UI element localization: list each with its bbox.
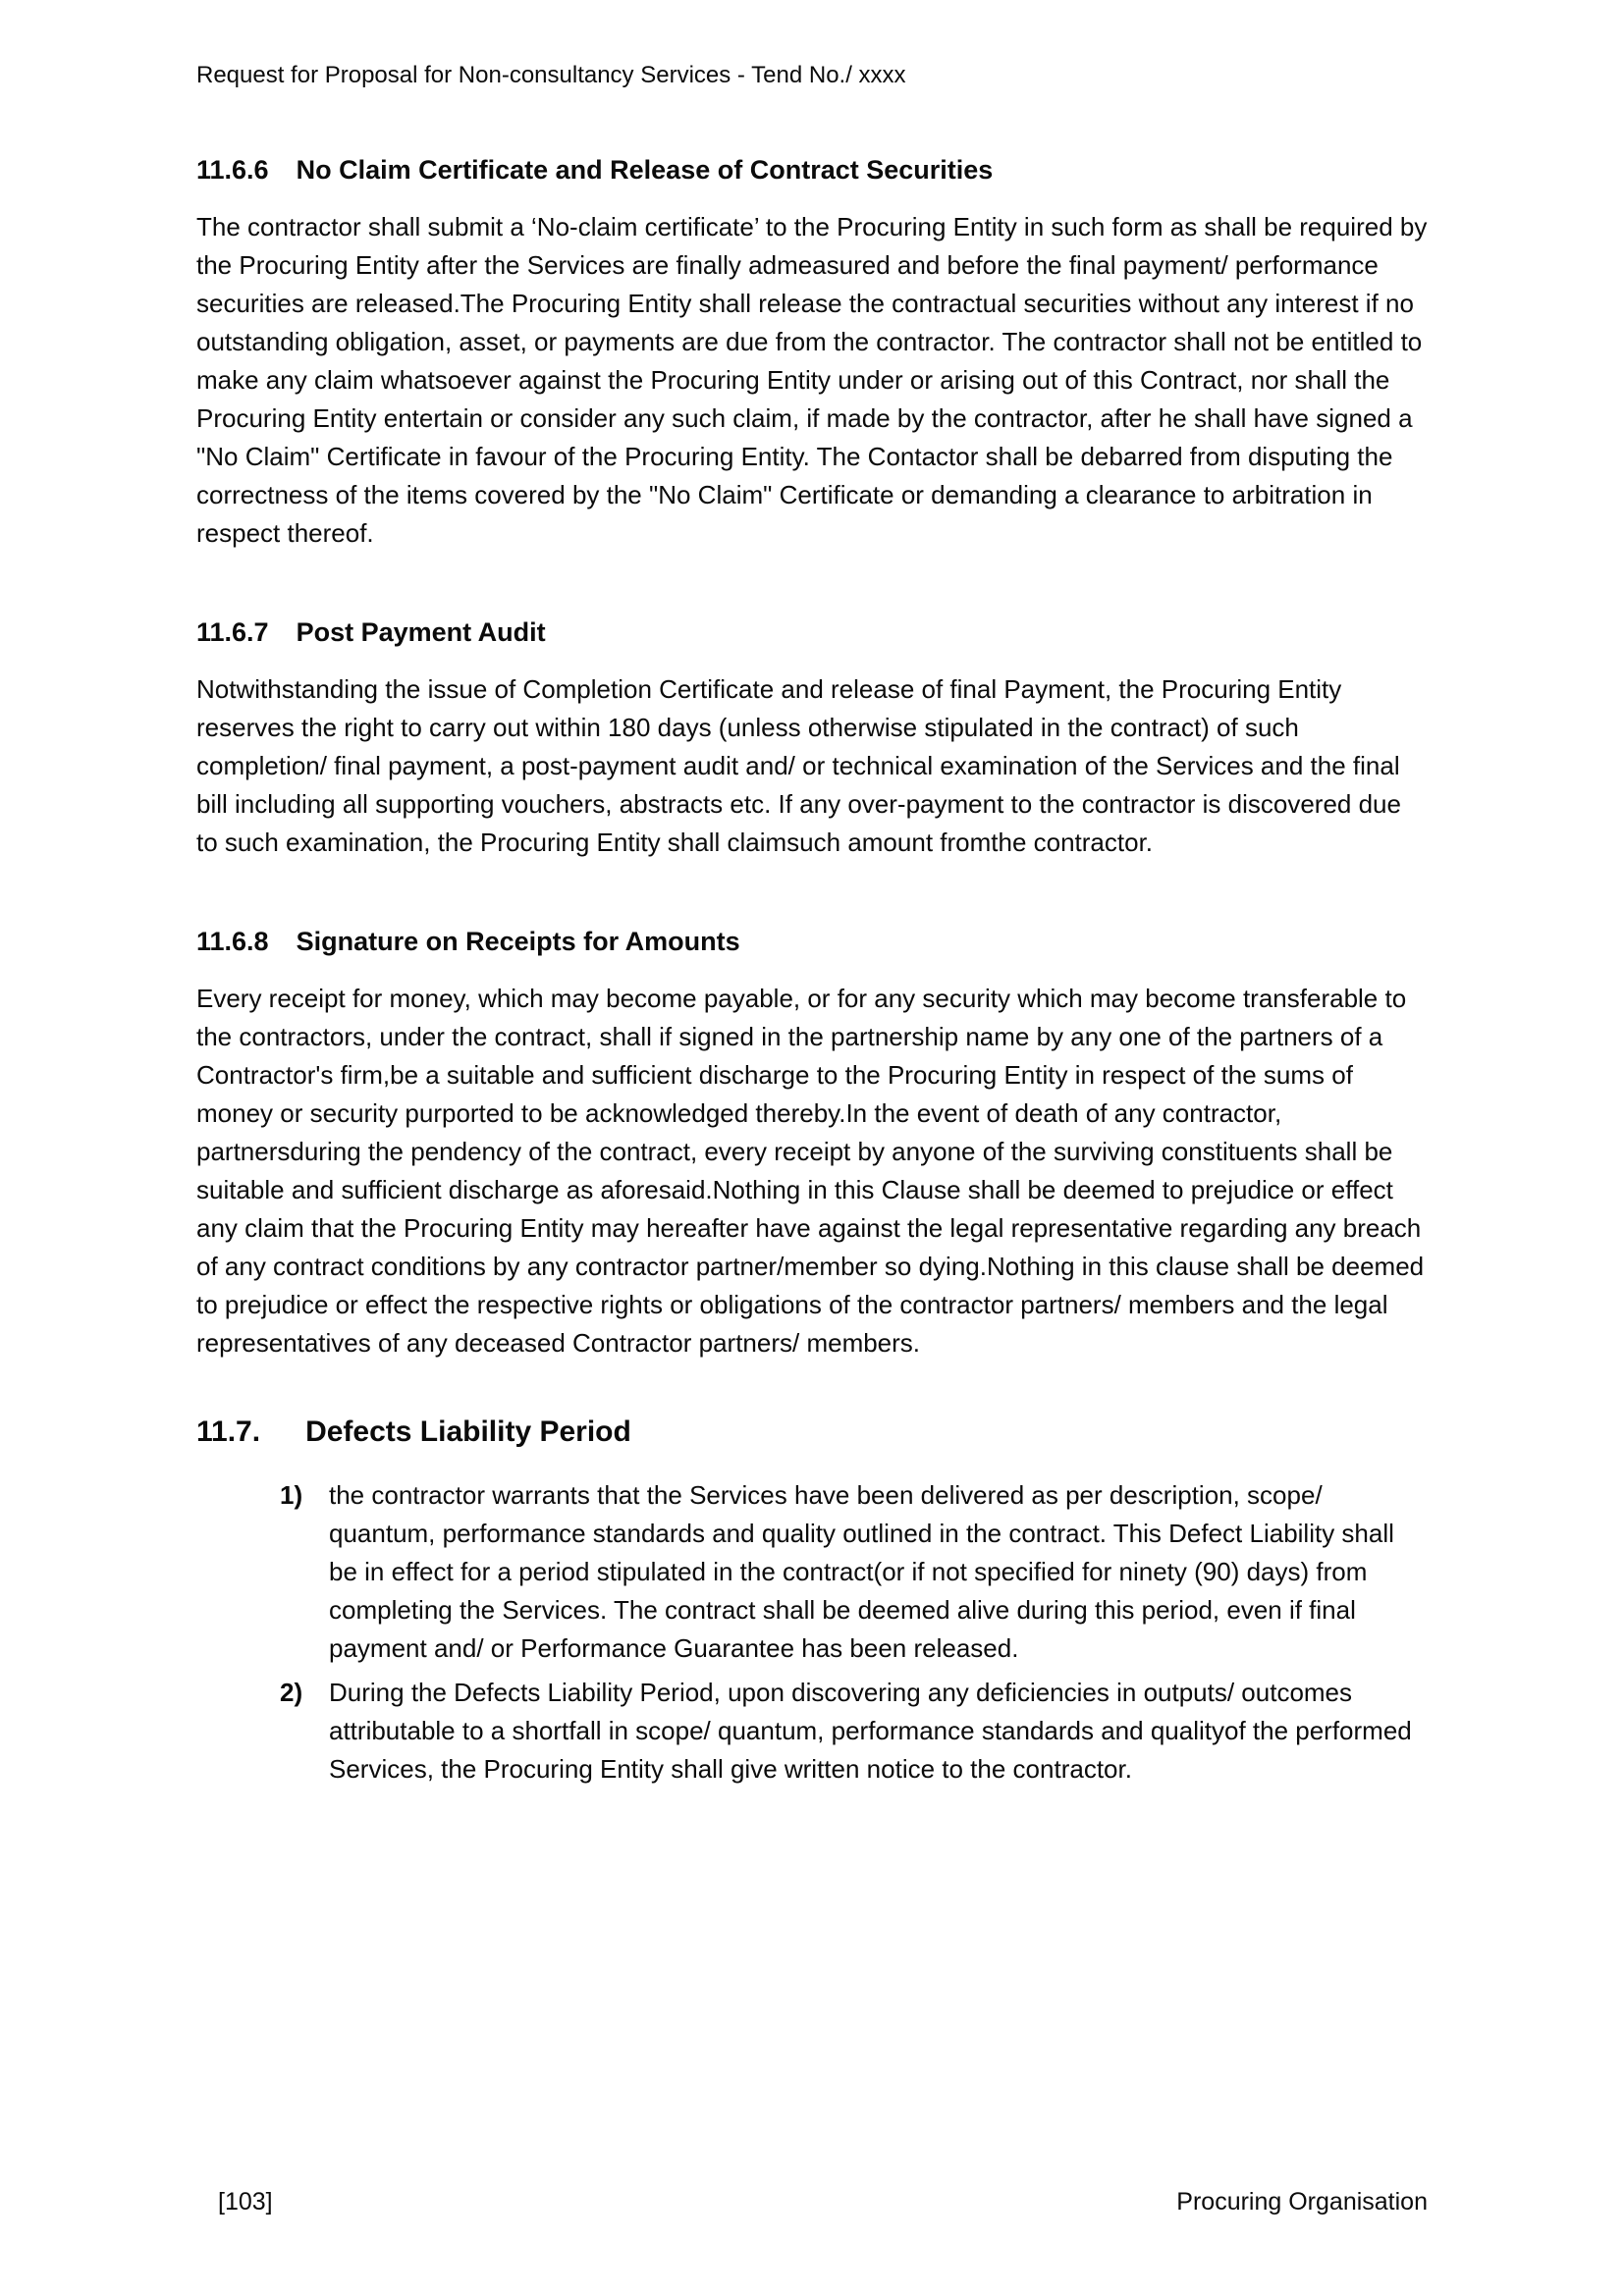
list-item-text: the contractor warrants that the Services have been delivered as per description, scope/ quantum, performance standards and quality outlined in the contract. This Defect Liability shall be in effect for a period stipulated in the contract(or if not specified for ninety (90) days) from completing the Services. The contract shall be deemed alive during this period, even if final payment and/ or Performance Guarantee has been released. xyxy=(329,1480,1394,1663)
section-heading-11-6-7 xyxy=(196,615,1428,649)
footer-organisation: Procuring Organisation xyxy=(1176,2188,1428,2216)
list-item-text: During the Defects Liability Period, upon discovering any deficiencies in outputs/ outcomes attributable to a shortfall in scope/ quantum, performance standards and qualityof the performed Services, the Procuring Entity shall give written notice to the contractor. xyxy=(329,1678,1412,1784)
section-number: 11.6.7 xyxy=(196,617,269,647)
list-item xyxy=(280,1476,1428,1668)
document-header: Request for Proposal for Non-consultancy Services - Tend No./ xxxx xyxy=(196,62,906,88)
section-body-11-6-8: Every receipt for money, which may become payable, or for any security which may become transferable to the contractors, under the contract, shall if signed in the partnership name by any one of the partners of a Contractor's firm,be a suitable and sufficient discharge to the Procuring Entity in respect of the sums of money or security purported to be acknowledged thereby.In the event of death of any contractor, partnersduring the pendency of the contract, every receipt by anyone of the surviving constituents shall be suitable and sufficient discharge as aforesaid.Nothing in this Clause shall be deemed to prejudice or effect any claim that the Procuring Entity may hereafter have against the legal representative regarding any breach of any contract conditions by any contractor partner/member so dying.Nothing in this clause shall be deemed to prejudice or effect the respective rights or obligations of the contractor partners/ members and the legal representatives of any deceased Contractor partners/ members. xyxy=(196,984,1425,1358)
section-title: No Claim Certificate and Release of Contract Securities xyxy=(296,155,994,185)
section-body-11-6-6: The contractor shall submit a ‘No-claim certificate’ to the Procuring Entity in such form as shall be required by the Procuring Entity after the Services are finally admeasured and before the final payment/ performance securities are released.The Procuring Entity shall release the contractual securities without any interest if no outstanding obligation, asset, or payments are due from the contractor. The contractor shall not be entitled to make any claim whatsoever against the Procuring Entity under or arising out of this Contract, nor shall the Procuring Entity entertain or consider any such claim, if made by the contractor, after he shall have signed a "No Claim" Certificate in favour of the Procuring Entity. The Contactor shall be debarred from disputing the correctness of the items covered by the "No Claim" Certificate or demanding a clearance to arbitration in respect thereof. xyxy=(196,212,1428,548)
document-footer xyxy=(196,2187,1428,2217)
list-item-marker: 2) xyxy=(280,1678,303,1707)
section-number: 11.6.8 xyxy=(196,927,269,956)
section-heading-11-6-6 xyxy=(196,153,1428,187)
section-number: 11.6.6 xyxy=(196,155,269,185)
section-title: Post Payment Audit xyxy=(296,617,546,647)
list-item-marker: 1) xyxy=(280,1480,303,1510)
page-number: [103] xyxy=(218,2188,273,2216)
section-heading-11-7 xyxy=(196,1414,1428,1451)
section-title: Signature on Receipts for Amounts xyxy=(296,927,740,956)
section-heading-11-6-8 xyxy=(196,925,1428,958)
section-title: Defects Liability Period xyxy=(305,1415,631,1448)
section-body-11-6-7: Notwithstanding the issue of Completion Certificate and release of final Payment, the Procuring Entity reserves the right to carry out within 180 days (unless otherwise stipulated in the contract) of such completion/ final payment, a post-payment audit and/ or technical examination of the Services and the final bill including all supporting vouchers, abstracts etc. If any over-payment to the contractor is discovered due to such examination, the Procuring Entity shall claimsuch amount fromthe contractor. xyxy=(196,674,1401,857)
defects-liability-list xyxy=(196,1476,1428,1789)
section-number: 11.7. xyxy=(196,1415,261,1448)
list-item xyxy=(280,1674,1428,1789)
